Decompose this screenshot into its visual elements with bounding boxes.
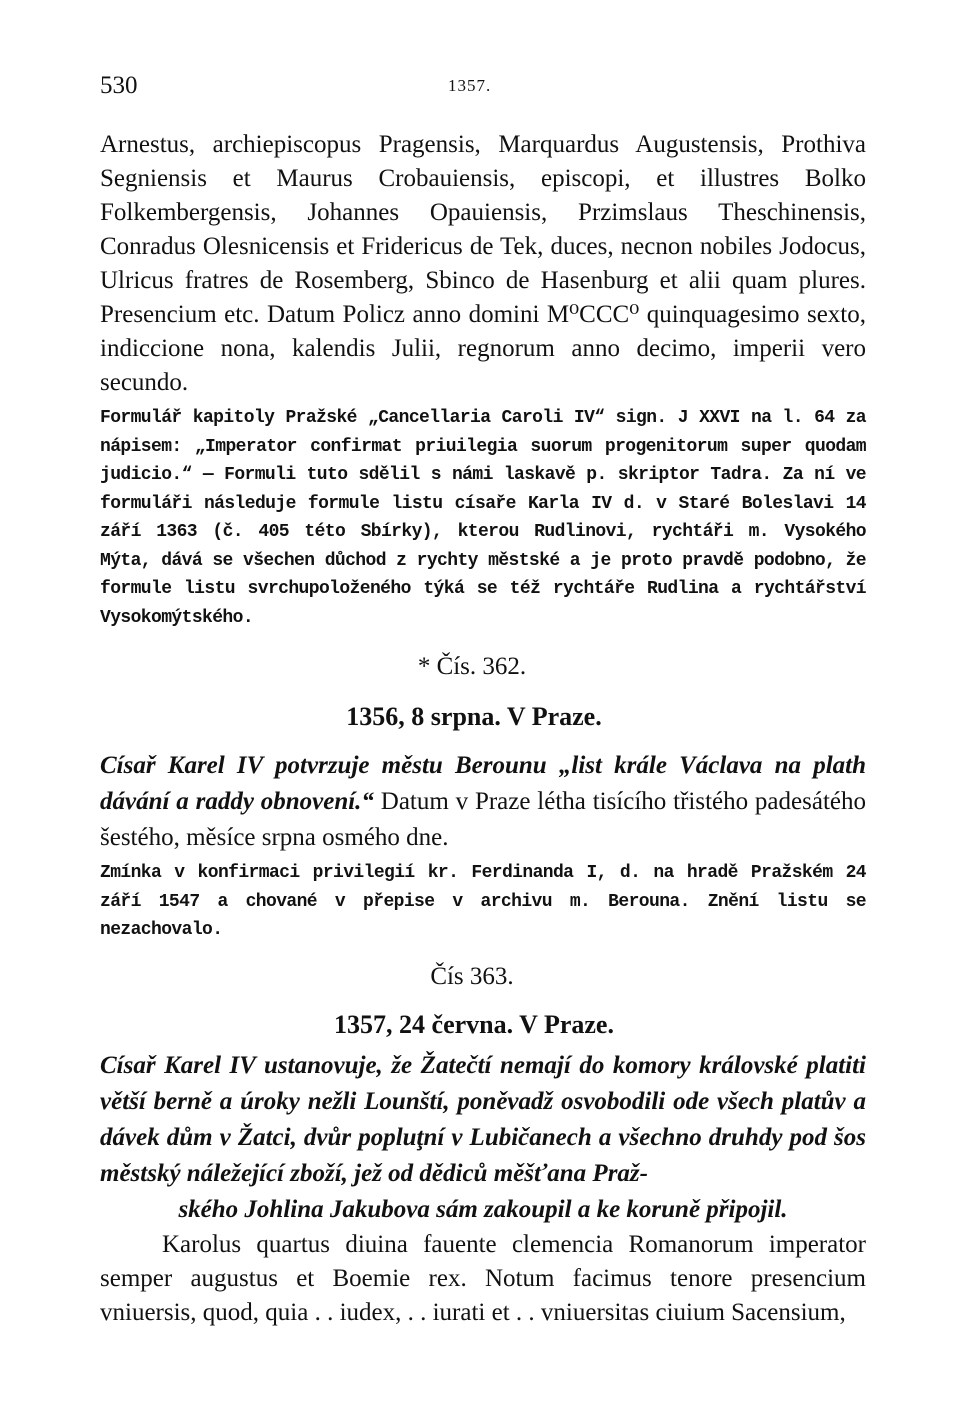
entry-362-note-text: Zmínka v konfirmaci privilegií kr. Ferdinanda I, d. na hradě Pražském 24 září 1547 a chované v přepise v archivu m. Berouna. Znění listu se nezachovalo. (100, 863, 866, 940)
entry-363-regest-text: Císař Karel IV ustanovuje, že Žatečtí nemají do komory královské platiti větší berně a úroky nežli Lounští, poněvadž osvobodili ode všech platův a dávek dům v Žatci, dvůr popluţní v Lubičanech a všechno druhdy pod šos městský náležející zboží, jež od dědiců měšťana Praž- (100, 1052, 866, 1187)
charter-paragraph: Arnestus, archiepiscopus Pragensis, Marquardus Augustensis, Prothiva Segniensis et Maurus Crobauiensis, episcopi, et illustres Bolko Folkembergensis, Johannes Opauiensis, Przimslaus Theschinensis, Conradus Olesnicensis et Fridericus de Tek, duces, necnon nobiles Jodocus, Ulricus fratres de Rosemberg, Sbinco de Hasenburg et alii quam plures. Presencium etc. Datum Policz anno domini M⁰CCC⁰ quinquagesimo sexto, indiccione nona, kalendis Julii, regnorum anno decimo, imperii vero secundo. (100, 131, 866, 396)
regest-dating: Datum v Praze létha tisícího třistého padesátého šestého, měsíce srpna osmého dne. (100, 788, 866, 851)
regest-paragraph (100, 748, 866, 856)
continued-charter-text (100, 128, 866, 400)
entry-number-362: * Čís. 362. (417, 653, 527, 680)
page-header (100, 72, 864, 106)
editorial-note-text: Formulář kapitoly Pražské „Cancellaria Caroli IV“ sign. J XXVI na l. 64 za nápisem: „Imperator confirmat priuilegia suorum progenitorum super quodam judicio.“ — Formuli tuto sdělil s námi laskavě p. skriptor Tadra. Za ní ve formuláři následuje formule listu císaře Karla IV d. v Staré Boleslavi 14 září 1363 (č. 405 této Sbírky), kterou Rudlinovi, rychtáři m. Vysokého Mýta, dává se všechen důchod z rychty městské a je proto pravdě podobno, že formule listu svrchupoloženého týká se též rychtáře Rudlina a rychtářství Vysokomýtského. (100, 408, 866, 628)
page-number: 530 (100, 72, 138, 99)
entry-date-363: 1357, 24 června. V Praze. (334, 1010, 614, 1039)
entry-362-note (100, 859, 866, 945)
entry-363-regest-last-line: ského Johlina Jakubova sám zakoupil a ke koruně připojil. (178, 1196, 788, 1223)
charter-opening-text: Karolus quartus diuina fauente clemencia Romanorum imperator semper augustus et Boemie rex. Notum facimus tenore presencium vniuersis, quod, quia . . iudex, . . iurati et . . vniuersitas ciuium Sacensium, (100, 1231, 866, 1326)
regest-summary: Císař Karel IV potvrzuje městu Berounu „list krále Václava na plath dávání a raddy obnovení.“ (100, 752, 866, 815)
charter-opening (100, 1228, 866, 1330)
entry-362-regest (100, 748, 866, 856)
entry-number-363: Čís 363. (430, 963, 514, 990)
entry-363-regest (100, 1048, 866, 1228)
entry-date-362: 1356, 8 srpna. V Praze. (346, 702, 602, 731)
editorial-note (100, 404, 866, 632)
running-head-year: 1357. (448, 76, 492, 95)
